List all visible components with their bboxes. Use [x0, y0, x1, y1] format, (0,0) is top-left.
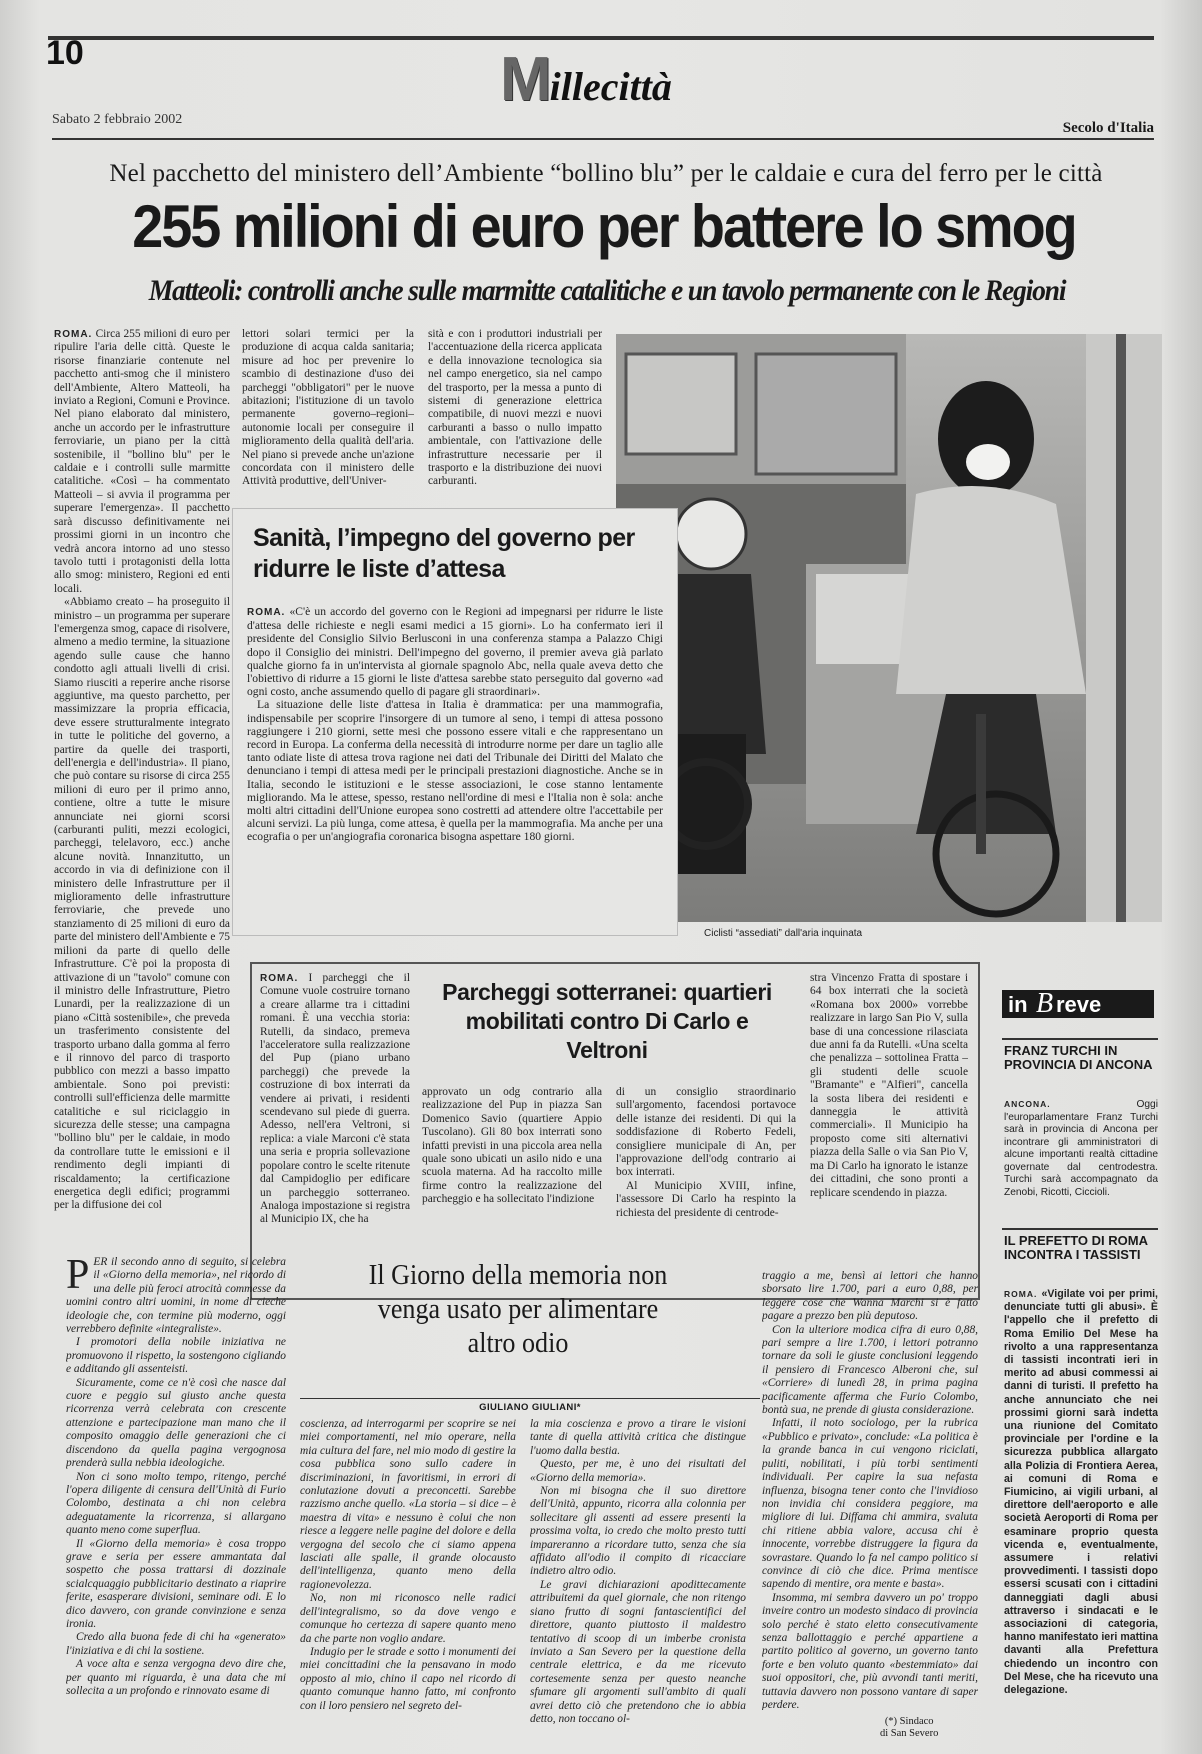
parcheggi-headline: Parcheggi sotterranei: quartieri mobilitati contro Di Carlo e Veltroni	[442, 979, 772, 1063]
memoria-col1c-text: Sicuramente, come ce n'è così che nasce dal cuore e peggio sul giusto anche questa ricorrenza verrà celebrata con crescente attenzione e partecipazione man mano che il composito omaggio delle generazioni che ci discendono da quella pagina vergognosa prenderà sulla nebbia ideologiche.	[66, 1376, 286, 1470]
memoria-byline: GIULIANO GIULIANI*	[479, 1402, 581, 1413]
memoria-footnote	[880, 1716, 938, 1740]
memoria-col1	[66, 1256, 286, 1746]
sanita-body	[247, 605, 663, 927]
breve-rule-2	[1002, 1228, 1158, 1230]
memoria-col1-text: ER il secondo anno di seguito, si celebra il «Giorno della memoria», nel ricordo di una delle più feroci atrocità commesse da uomini contro altri uomini, in nome di cieche ideologie che, con termine più moderno, oggi verrebbero definite «integraliste».	[66, 1256, 286, 1336]
section-title: illecittà	[549, 64, 672, 109]
parcheggi-col1	[260, 972, 410, 1288]
section-logo	[500, 44, 672, 112]
main-col2-text: lettori solari termici per la produzione di acqua calda sanitaria; misure ad hoc per prevenire lo scambio di destinazione d'uso dei parcheggi "obbligatori" per le nuove abitazioni; l'istituzione di un tavolo permanente governo–regioni–autonomie locali per conseguire il miglioramento della qualità dell'aria. Nel piano si prevede anche un'azione concordata con il ministero delle Attività produttive, dell'Univer-	[242, 328, 414, 488]
main-col1b-text: «Abbiamo creato – ha proseguito il ministro – un programma per superare l'emergenza smog, capace di risolvere, almeno a medio termine, la situazione agendo sulle cause che hanno condotto agli attuali livelli di crisi. Siamo riusciti a reperire anche risorse aggiuntive, ma questo parchetto, per massimizzare la propria efficacia, deve essere strutturalmente integrato in tutte le politiche del governo, a partire da quelle dei trasporti, dell'energia e dell'industria». Il piano, che può contare su risorse di circa 255 milioni di euro per il primo anno, contiene, oltre a tutte le misure annunciate nei giorni scorsi (carburanti puliti, mezzi ecologici, parcheggi, telelavoro, ecc.) anche alcune novità. Innanzitutto, un accordo in via di definizione con il ministero delle Infrastrutture per il miglioramento delle infrastrutture ferroviarie, che prevede uno stanziamento di 25 milioni di euro da parte del ministero dell'Ambiente e 75 milioni da parte di quello delle Infrastrutture. C'è poi la proposta di attivazione di un "tavolo" comune con il ministro delle Infrastrutture, Pietro Lunardi, per la realizzazione di un piano «Città sostenibile», che preveda un trasferimento consistente del trasporto urbano dalla gomma al ferro e il rinnovo del parco di trasporto pubblico con mezzi a basso impatto ambientale. Sono poi previsti: controlli sull'efficienza delle marmitte catalitiche e sul riciclaggio in sicurezza delle stesse; una campagna "bollino blu" per le caldaie, in modo da controllare tutte le emissioni e il rendimento degli impianti di riscaldamento; la certificazione energetica degli edifici; programmi per la diffusione dei col	[54, 596, 230, 1212]
parcheggi-col3b-text: Al Municipio XVIII, infine, l'assessore Di Carlo ha respinto la richiesta del presidente di centrode-	[616, 1179, 796, 1219]
memoria-col1d-text: Non ci sono molto tempo, ritengo, perché l'opera diligente di censura dell'Unità di Furio Colombo, destinata a chi non celebra adeguatamente la ricorrenza, si allargano quanto meno come superflua.	[66, 1470, 286, 1537]
issue-date: Sabato 2 febbraio 2002	[52, 112, 183, 127]
sanita-body2-text: La situazione delle liste d'attesa in Italia è drammatica: per una mammografia, indispensabile per scoprire l'insorgere di un tumore al seno, i tempi di attesa possono raggiungere i 210 giorni, sette mesi che possono essere vitali e che rappresentano un record in Europa. La conferma della necessità di introdurre norme per dare un taglio alle tanto odiate liste di attesa trova ragione nei dati del Tribunale dei Diritti del Malato che denunciano i tempi di attesa medi per le principali prestazioni diagnostiche. Anche se in Italia, secondo le istituzioni e le stesse associazioni, le cose stanno lentamente migliorando. Ma le attese, spesso, restano nell'ordine di mesi e l'Italia non è sola: anche molti altri cittadini dell'Unione europea sono costretti ad attendere oltre l'accettabile per alcuni servizi. La più lunga, come attesa, è quella per la mammografia. Ma anche per una ecografia o per un'angiografia coronarica bisogna aspettare 180 giorni.	[247, 698, 663, 844]
memoria-col4	[762, 1270, 978, 1710]
main-headline: 255 milioni di euro per battere lo smog	[132, 193, 1076, 260]
memoria-col2-text: coscienza, ad interrogarmi per scoprire se nei miei comportamenti, nel mio operare, nella mia cultura del fare, nel mio modo di gestire la cosa pubblica sono sullo cadere in discriminazioni, in favoritismi, in errori di conlutazione dovuti a preconcetti. Sarebbe razzismo anche quello. «La storia – si dice – è maestra di vita» e nessuno è colui che non riesce a leggere nelle pagine del dolore e della vergogna del secolo che ci siamo appena lasciati alle spalle, il grande olocausto dell'intelligenza, quanto meno della ragionevolezza.	[300, 1418, 516, 1591]
main-article-col3	[428, 328, 602, 498]
memoria-dropcap: P	[66, 1256, 90, 1298]
parcheggi-col1-text: I parcheggi che il Comune vuole costruire tornano a creare allarme tra i cittadini romani. È una vecchia storia: Rutelli, da sindaco, premeva l'acceleratore sulla realizzazione del Pup (piano urbano parcheggi) che prevede la costruzione di box interrati da vendere ai privati, i residenti scendevano sul piede di guerra. Adesso, nell'era Veltroni, si replica: a viale Marconi c'è stata una seria e propria sollevazione popolare contro le scelte ritenute dal Campidoglio per edificare un parcheggio sotterraneo. Analoga impostazione si registra al Municipio IX, che ha	[260, 972, 410, 1226]
main-article-col2	[242, 328, 414, 498]
memoria-col2	[300, 1418, 516, 1744]
in-breve-logo-rest: reve	[1056, 992, 1102, 1017]
in-breve-logo-in: in	[1008, 992, 1028, 1017]
memoria-col3b-text: Questo, per me, è uno dei risultati del «Giorno della memoria».	[530, 1458, 746, 1484]
cyclists-photo-illustration	[616, 334, 1162, 922]
memoria-col4c-text: Infatti, il noto sociologo, per la rubrica «Pubblico e privato», conclude: «La politica è la grande banca in cui vengono riciclati, puliti, nobilitati, i più torbi sentimenti individuali. Per capire la sua nefasta influenza, bisogna tener conto che l'invidioso non invidia chi considera peggiore, ma migliore di lui. Diffama chi ammira, svaluta chi ritiene abbia valore, accusa chi è innocente, vorrebbe distruggere la figura da sovrastare. Quando lo fa nel campo politico si convince di ciò che dice. Prima mentisce sapendo di mentire, ora mente e basta».	[762, 1417, 978, 1591]
memoria-col4b-text: Con la ulteriore modica cifra di euro 0,88, pari sempre a lire 1.700, i lettori potranno tornare da soli le giuste conclusioni leggendo il pensiero di Francesco Alberoni che, sul «Corriere» di lunedì 28, in prima pagina pacificamente afferma che Furio Colombo, bontà sua, ne prende di giusta considerazione.	[762, 1323, 978, 1417]
parcheggi-col2	[422, 1086, 602, 1286]
memoria-col4d-text: Insomma, mi sembra davvero un po' troppo inveire contro un modesto sindaco di provincia solo perché è stato eletto consecutivamente senza ballottaggio e perché appartiene a partito politico al governo, un governo tanto forte e ben voluto quanto «bestemmiato» dai suoi oppositori, che, più avvondi tanti meriti, tuttavia davvero non possono vantare di saper perdere.	[762, 1591, 978, 1710]
main-col1-text: Circa 255 milioni di euro per ripulire l'aria delle città. Queste le risorse finanziarie contenute nel pacchetto anti-smog che il ministero dell'Ambiente, Altero Matteoli, ha inviato a Regioni, Comuni e Province. Nel piano elaborato dal ministero, anche un accordo per le infrastrutture ferroviarie, un piano per la città sostenibile, il "bollino blu" per le caldaie e i controlli sulle marmitte catalitiche. «Così – ha commentato Matteoli – si avvia il programma per superare l'emergenza». Il pacchetto sarà discusso definitivamente nei prossimi giorni in un incontro che vedrà ancora intorno ad uno stesso tavolo tutti i protagonisti della lotta allo smog: ministero, Regioni ed enti locali.	[54, 328, 230, 595]
breve-item2-dateline: ROMA.	[1004, 1289, 1038, 1299]
memoria-col3d-text: Le gravi dichiarazioni apodittecamente attribuitemi da quel giornale, che non ritengo siano frutto di sogni fantascientifici del direttore, quanto piuttosto il maldestro tentativo di scoop di un imberbe cronista inviato a San Severo per la questione della centrale elettrica, e da me ricevuto cortesemente senza per questo neanche sfumare gli argomenti sull'ambito di quali avrei detto ciò che pretendono che io abbia detto, non toccano ol-	[530, 1578, 746, 1725]
breve-item1-title: FRANZ TURCHI IN PROVINCIA DI ANCONA	[1004, 1043, 1153, 1072]
news-photo	[616, 334, 1162, 922]
photo-caption: Ciclisti “assediati” dall'aria inquinata	[704, 928, 863, 939]
main-col3-text: sità e con i produttori industriali per l'accentuazione della ricerca applicata e della innovazione tecnologica sia nel campo energetico, sia nel campo del trasporto, per la messa a punto di sistemi di generazione elettrica compatibile, di nuovi mezzi e nuovi carburanti a basso o nullo impatto ambientale, con l'attivazione delle infrastrutture necessarie per il trasporto e la distribuzione dei nuovi carburanti.	[428, 328, 602, 488]
overline: Nel pacchetto del ministero dell’Ambiente “bollino blu” per le caldaie e cura del ferro per le città	[109, 160, 1103, 187]
breve-item1-body	[1004, 1098, 1158, 1208]
section-initial: M	[500, 45, 550, 114]
parcheggi-col4-text: stra Vincenzo Fratta di spostare i 64 box interrati che la società «Romana box 2000» vorrebbe realizzare in largo San Pio V, sulla base di una concessione rilasciata due anni fa da Rutelli. «Una scelta che penalizza – sottolinea Fratta – gli studenti delle scuole "Bramante" e "Alfieri", cancella la sosta libera dei residenti e danneggia le attività commerciali». Il Municipio ha proposto come siti alternativi piazza della Salle o via San Pio V, ma Di Carlo ha ignorato le istanze dei cittadini, che sono pronti a replicare scendendo in piazza.	[810, 972, 968, 1199]
page-number: 10	[46, 34, 84, 72]
memoria-col1g-text: A voce alta e senza vergogna devo dire che, per quanto mi riguarda, è una data che mi sollecita a un profondo e rinnovato esame di	[66, 1658, 286, 1697]
memoria-col4-text: traggio a me, bensì ai lettori che hanno sborsato lire 1.700, pari a euro 0,88, per leggere cose che Wanna Marchi si è fatto pagare a prezzo ben più deputoso.	[762, 1270, 978, 1323]
memoria-footnote-line2: di San Severo	[880, 1728, 939, 1739]
parcheggi-col3-text: di un consiglio straordinario sull'argomento, facendosi portavoce delle istanze dei residenti. Di qui la soddisfazione di Roberto Fedeli, consigliere municipale di An, per l'approvazione dell'odg contrario ai box interrati.	[616, 1086, 796, 1179]
memoria-col1b-text: I promotori della nobile iniziativa ne promuovono il rispetto, la sostengono cigliando e additando gli assenteisti.	[66, 1336, 286, 1376]
memoria-byline-rule	[300, 1398, 760, 1399]
newspaper-name: Secolo d'Italia	[1062, 120, 1154, 136]
memoria-footnote-line1: (*) Sindaco	[884, 1716, 934, 1727]
breve-item1-dateline: ANCONA.	[1004, 1099, 1051, 1109]
breve-rule-1	[1002, 1038, 1158, 1040]
subheadline: Matteoli: controlli anche sulle marmitte catalitiche e un tavolo permanente con le Regioni	[148, 274, 1066, 307]
memoria-col3	[530, 1418, 746, 1744]
breve-item2-title: IL PREFETTO DI ROMA INCONTRA I TASSISTI	[1004, 1233, 1148, 1262]
parcheggi-col4	[810, 972, 968, 1286]
in-breve-sidebar	[994, 964, 1166, 1744]
memoria-headline: Il Giorno della memoria non venga usato per alimentare altro odio	[368, 1259, 668, 1359]
parcheggi-col3	[616, 1086, 796, 1286]
header-rule	[52, 138, 1154, 140]
top-rule	[48, 36, 1154, 40]
memoria-col1e-text: Il «Giorno della memoria» è cosa troppo grave e seria per essere ammantata dal sospetto che possa trattarsi di dozzinale scialcquaggio pubblicitario destinato a riaprire ferite, esasperare divisioni, seminare odi. E lo dico davvero, con grande convinzione e senza ironia.	[66, 1537, 286, 1630]
breve-item1-text: Oggi l'europarlamentare Franz Turchi sarà in provincia di Ancona per incontrare gli amministratori di alcune importanti realtà cittadine governate dal centrodestra. Turchi sarà accompagnato da Zenobi, Ricotti, Ciccioli.	[1004, 1099, 1158, 1198]
in-breve-logo-b: B	[1036, 988, 1054, 1019]
parcheggi-dateline: ROMA.	[260, 973, 299, 984]
sanita-box	[232, 508, 678, 936]
parcheggi-col2-text: approvato un odg contrario alla realizzazione del Pup in piazza San Domenico Savio (quartiere Appio Tuscolano). Gli 80 box interrati sono infatti previsti in una piccola area nella quale sono ubicati un asilo nido e una scuola materna. Ad ha raccolto mille firme contro la realizzazione del parcheggio e ha sollecitato l'indizione	[422, 1086, 602, 1206]
memoria-col3c-text: Non mi bisogna che il suo direttore dell'Unità, appunto, ricorra alla colonnia per sollecitare gli assenti ad essere presenti la prossima volta, io credo che molto presto tutti impareranno a ricordare tutto, senza che sia affidato all'odio il compito di ricacciare indietro altro odio.	[530, 1485, 746, 1578]
breve-item2-body	[1004, 1288, 1158, 1740]
main-article-col1	[54, 328, 230, 1288]
sanita-headline: Sanità, l’impegno del governo per ridurre le liste d’attesa	[253, 524, 635, 583]
memoria-col2c-text: Indugio per le strade e sotto i monumenti dei miei concittadini che la pensavano in modo opposto al mio, chino il capo nel ricordo di quanto comunque hanno fatto, mi confronto con il loro pensiero nel segreto del-	[300, 1645, 516, 1712]
sanita-body1-text: «C'è un accordo del governo con le Regioni ad impegnarsi per ridurre le liste d'attesa delle richieste e negli esami medici a 15 giorni». Lo ha confermato ieri il presidente del Consiglio Silvio Berlusconi in una conferenza stampa a Palazzo Chigi dopo il Consiglio dei ministri. Dell'impegno del governo, il premier aveva già parlato qualche giorno fa in un'intervista al giornale spagnolo Abc, nella quale aveva detto che l'obiettivo di ridurre a 15 giorni le liste d'attesa sarebbe stato perseguito dal governo «ad ogni costo, anche assumendo quello di pagare gli straordinari».	[247, 605, 663, 699]
in-breve-logo	[1002, 990, 1154, 1018]
sanita-dateline: ROMA.	[247, 607, 286, 618]
memoria-col3-text: la mia coscienza e provo a tirare le visioni tante di quella attività critica che distingue l'uomo dalla bestia.	[530, 1418, 746, 1457]
parcheggi-box	[250, 962, 980, 1300]
memoria-col2b-text: No, non mi riconosco nelle radici dell'integralismo, so da dove vengo e comunque ho certezza di sapere quanto meno da che parte non voglio andare.	[300, 1592, 516, 1645]
breve-item2-text: «Vigilate voi per primi, denunciate tutti gli abusi». È l'appello che il prefetto di Roma Emilio Del Mese ha rivolto a una rappresentanza di tassisti incontrati ieri in merito ad abusi commessi ai danni di turisti. Il prefetto ha anche annunciato che nei prossimi giorni sarà indetta una riunione del Comitato provinciale per l'ordine e la sicurezza pubblica allargato alla Polizia di Frontiera Aerea, ai comuni di Roma e Fiumicino, ai vigili urbani, al direttore dell'aeroporto e alle società Aeroporti di Roma per esaminare proprio questa vicenda e, eventualmente, assumere i relativi provvedimenti. I tassisti dopo essersi scusati con i cittadini danneggiati dagli abusi attraverso i sindacati e le associazioni di categoria, hanno manifestato ieri mattina davanti alla Prefettura chiedendo un incontro con Del Mese, che ha ricevuto una delegazione.	[1004, 1288, 1158, 1697]
main-dateline: ROMA.	[54, 329, 93, 340]
memoria-col1f-text: Credo alla buona fede di chi ha «generato» l'iniziativa e di chi la sostiene.	[66, 1631, 286, 1657]
